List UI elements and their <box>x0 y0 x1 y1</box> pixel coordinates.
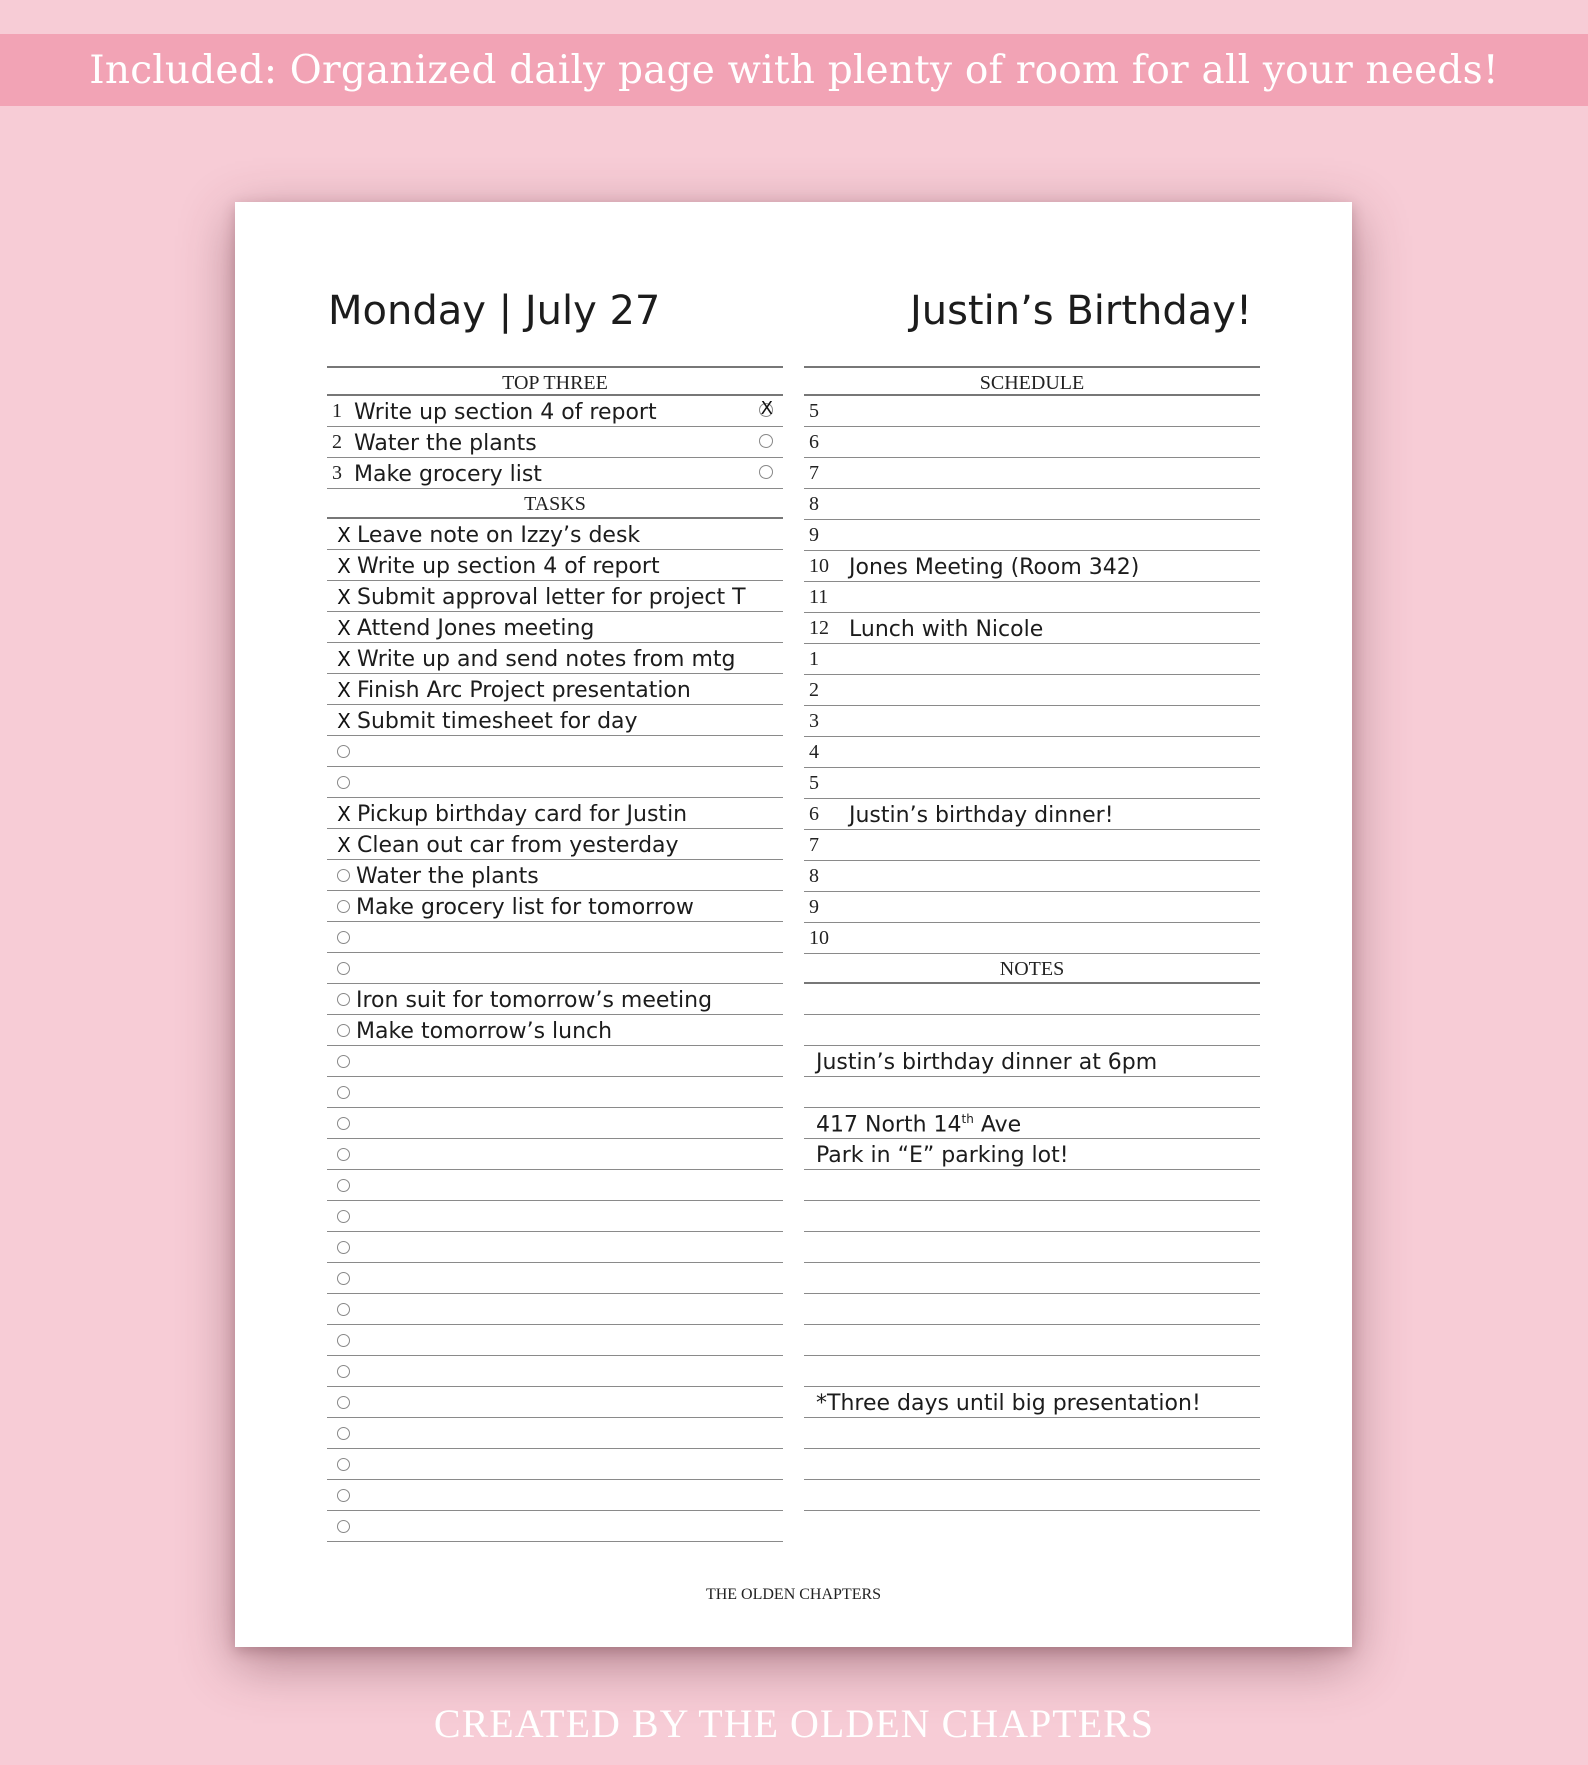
task-text: Water the plants <box>356 864 539 889</box>
top-three-row <box>327 396 783 427</box>
task-row <box>327 767 783 798</box>
checkbox-icon[interactable] <box>337 993 350 1006</box>
schedule-row <box>804 396 1260 427</box>
schedule-entry: Lunch with Nicole <box>849 617 1044 642</box>
checkbox-icon[interactable] <box>337 1458 350 1471</box>
task-text: Make tomorrow’s lunch <box>356 1019 613 1044</box>
task-text: Pickup birthday card for Justin <box>357 802 688 827</box>
schedule-row <box>804 830 1260 861</box>
left-column <box>327 366 783 1542</box>
top-three-number: 3 <box>332 462 342 484</box>
check-mark-icon: X <box>760 398 773 419</box>
notes-line <box>804 1108 1260 1139</box>
schedule-row <box>804 551 1260 582</box>
task-row <box>327 1232 783 1263</box>
checkbox-icon[interactable] <box>337 1427 350 1440</box>
schedule-row <box>804 923 1260 954</box>
task-row <box>327 1015 783 1046</box>
notes-line <box>804 1387 1260 1418</box>
task-row <box>327 891 783 922</box>
page-event: Justin’s Birthday! <box>909 288 1252 334</box>
schedule-hour: 3 <box>809 710 819 732</box>
schedule-hour: 6 <box>809 803 819 825</box>
task-row <box>327 1139 783 1170</box>
notes-line <box>804 1201 1260 1232</box>
checkbox-icon[interactable] <box>337 1210 350 1223</box>
checkbox-icon[interactable] <box>337 1179 350 1192</box>
task-row <box>327 550 783 581</box>
checkbox-icon[interactable] <box>337 1365 350 1378</box>
checkbox-icon[interactable] <box>337 962 350 975</box>
notes-line <box>804 1139 1260 1170</box>
checkbox-icon[interactable] <box>337 900 350 913</box>
notes-line <box>804 1418 1260 1449</box>
schedule-row <box>804 675 1260 706</box>
top-three-text: Water the plants <box>354 431 537 456</box>
tasks-heading: TASKS <box>327 489 783 519</box>
task-text: Write up section 4 of report <box>357 554 660 579</box>
schedule-row <box>804 427 1260 458</box>
task-row <box>327 1418 783 1449</box>
check-mark-icon[interactable]: X <box>337 523 351 547</box>
checkbox-icon[interactable] <box>759 465 773 479</box>
top-three-text: Write up section 4 of report <box>354 400 657 425</box>
schedule-hour: 7 <box>809 834 819 856</box>
task-text: Write up and send notes from mtg <box>357 647 736 672</box>
task-text: Attend Jones meeting <box>357 616 595 641</box>
checkbox-icon[interactable] <box>337 1489 350 1502</box>
check-mark-icon[interactable]: X <box>337 554 351 578</box>
schedule-hour: 9 <box>809 524 819 546</box>
schedule-row <box>804 582 1260 613</box>
top-three-heading: TOP THREE <box>327 366 783 396</box>
schedule-hour: 12 <box>809 617 829 639</box>
notes-line <box>804 1449 1260 1480</box>
task-text: Finish Arc Project presentation <box>357 678 691 703</box>
note-text: 417 North 14th Ave <box>816 1111 1022 1137</box>
notes-line <box>804 1325 1260 1356</box>
schedule-hour: 9 <box>809 896 819 918</box>
task-row <box>327 1325 783 1356</box>
checkbox-icon[interactable] <box>337 931 350 944</box>
schedule-row <box>804 737 1260 768</box>
notes-line <box>804 1232 1260 1263</box>
schedule-row <box>804 613 1260 644</box>
notes-line <box>804 984 1260 1015</box>
checkbox-icon[interactable] <box>337 1334 350 1347</box>
task-row <box>327 829 783 860</box>
schedule-row <box>804 861 1260 892</box>
task-row <box>327 1294 783 1325</box>
notes-line <box>804 1046 1260 1077</box>
task-row <box>327 612 783 643</box>
created-by-text: CREATED BY THE OLDEN CHAPTERS <box>433 1701 1155 1746</box>
task-row <box>327 1449 783 1480</box>
checkbox-icon[interactable] <box>337 745 350 758</box>
check-mark-icon[interactable]: X <box>337 678 351 702</box>
notes-line <box>804 1015 1260 1046</box>
check-mark-icon[interactable]: X <box>337 647 351 671</box>
notes-line <box>804 1294 1260 1325</box>
task-row <box>327 922 783 953</box>
schedule-hour: 1 <box>809 648 819 670</box>
top-three-text: Make grocery list <box>354 462 542 487</box>
task-text: Make grocery list for tomorrow <box>356 895 694 920</box>
task-row <box>327 705 783 736</box>
notes-line <box>804 1263 1260 1294</box>
check-mark-icon[interactable]: X <box>337 833 351 857</box>
task-text: Iron suit for tomorrow’s meeting <box>356 988 713 1013</box>
task-text: Leave note on Izzy’s desk <box>357 523 641 548</box>
task-row <box>327 953 783 984</box>
checkbox-icon[interactable] <box>337 1117 350 1130</box>
top-three-row <box>327 427 783 458</box>
check-mark-icon[interactable]: X <box>337 709 351 733</box>
schedule-row <box>804 799 1260 830</box>
check-mark-icon[interactable]: X <box>337 802 351 826</box>
schedule-hour: 2 <box>809 679 819 701</box>
top-three-list <box>327 396 783 489</box>
task-row <box>327 643 783 674</box>
task-row <box>327 1046 783 1077</box>
checkbox-icon[interactable] <box>337 1024 350 1037</box>
ordinal-suffix: th <box>961 1111 974 1126</box>
task-row <box>327 1356 783 1387</box>
top-three-row <box>327 458 783 489</box>
schedule-hour: 6 <box>809 431 819 453</box>
check-mark-icon[interactable]: X <box>337 585 351 609</box>
schedule-hour: 7 <box>809 462 819 484</box>
task-row <box>327 1170 783 1201</box>
top-three-number: 2 <box>332 431 342 453</box>
schedule-row <box>804 489 1260 520</box>
checkbox-icon[interactable] <box>337 869 350 882</box>
schedule-entry: Jones Meeting (Room 342) <box>849 555 1140 580</box>
task-row <box>327 1077 783 1108</box>
schedule-hour: 10 <box>809 927 829 949</box>
checkbox-icon[interactable] <box>337 776 350 789</box>
task-row <box>327 1108 783 1139</box>
right-column <box>804 366 1260 1511</box>
checkbox-icon[interactable] <box>337 1396 350 1409</box>
task-text: Clean out car from yesterday <box>357 833 679 858</box>
notes-line <box>804 1356 1260 1387</box>
brand-footer: THE OLDEN CHAPTERS <box>705 1586 882 1603</box>
checkbox-icon[interactable] <box>337 1520 350 1533</box>
schedule-list <box>804 396 1260 954</box>
task-row <box>327 798 783 829</box>
check-mark-icon[interactable]: X <box>337 616 351 640</box>
notes-list <box>804 984 1260 1511</box>
note-text: Park in “E” parking lot! <box>816 1143 1069 1168</box>
task-row <box>327 1511 783 1542</box>
planner-page <box>235 202 1352 1647</box>
schedule-hour: 8 <box>809 493 819 515</box>
task-row <box>327 519 783 550</box>
schedule-entry: Justin’s birthday dinner! <box>849 803 1114 828</box>
notes-line <box>804 1077 1260 1108</box>
schedule-hour: 4 <box>809 741 819 763</box>
checkbox-icon[interactable] <box>759 434 773 448</box>
task-row <box>327 860 783 891</box>
notes-line <box>804 1170 1260 1201</box>
top-three-number: 1 <box>332 400 342 422</box>
task-row <box>327 1263 783 1294</box>
schedule-heading: SCHEDULE <box>804 366 1260 396</box>
schedule-hour: 8 <box>809 865 819 887</box>
task-text: Submit approval letter for project T <box>357 585 746 610</box>
schedule-row <box>804 644 1260 675</box>
schedule-row <box>804 520 1260 551</box>
note-text: Justin’s birthday dinner at 6pm <box>816 1050 1158 1075</box>
checkbox-icon[interactable] <box>337 1272 350 1285</box>
schedule-hour: 5 <box>809 772 819 794</box>
schedule-hour: 11 <box>809 586 829 608</box>
page-date: Monday | July 27 <box>328 288 661 334</box>
task-row <box>327 1387 783 1418</box>
schedule-row <box>804 892 1260 923</box>
task-row <box>327 1201 783 1232</box>
top-banner <box>0 34 1588 106</box>
task-row <box>327 736 783 767</box>
banner-text: Included: Organized daily page with plenty of room for all your needs! <box>89 47 1499 93</box>
schedule-row <box>804 458 1260 489</box>
note-text: *Three days until big presentation! <box>816 1391 1201 1416</box>
task-row <box>327 1480 783 1511</box>
schedule-row <box>804 768 1260 799</box>
schedule-row <box>804 706 1260 737</box>
checkbox-icon[interactable] <box>337 1148 350 1161</box>
checkbox-icon[interactable] <box>337 1303 350 1316</box>
checkbox-icon[interactable] <box>337 1086 350 1099</box>
task-row <box>327 581 783 612</box>
schedule-hour: 10 <box>809 555 829 577</box>
task-row <box>327 674 783 705</box>
notes-heading: NOTES <box>804 954 1260 984</box>
checkbox-icon[interactable] <box>337 1055 350 1068</box>
schedule-hour: 5 <box>809 400 819 422</box>
task-row <box>327 984 783 1015</box>
tasks-list <box>327 519 783 1542</box>
task-text: Submit timesheet for day <box>357 709 638 734</box>
notes-line <box>804 1480 1260 1511</box>
checkbox-icon[interactable] <box>337 1241 350 1254</box>
